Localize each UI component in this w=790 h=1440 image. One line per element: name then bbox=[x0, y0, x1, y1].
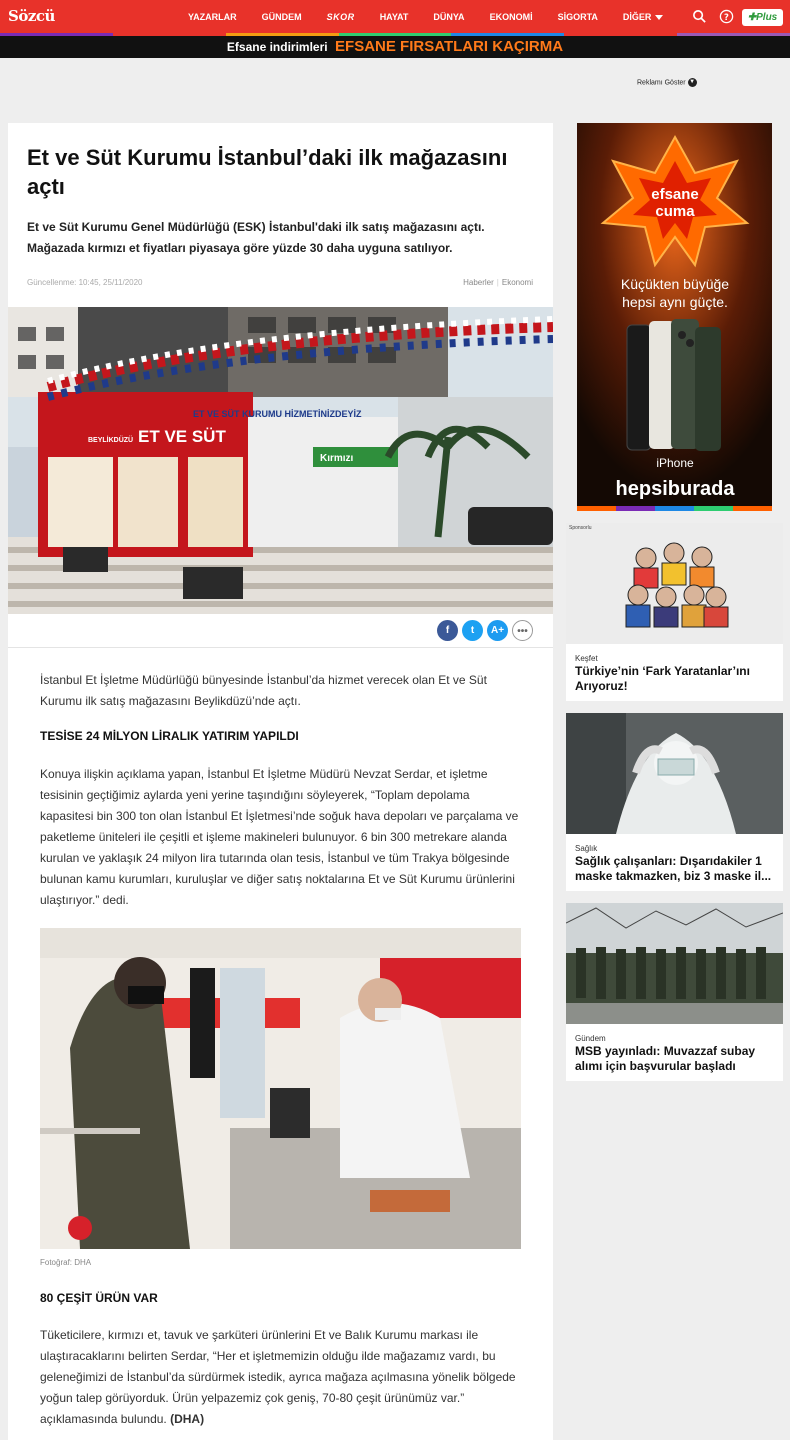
sponsor-label: Sponsorlu bbox=[569, 525, 592, 531]
nav-item-sigorta[interactable]: SİGORTA bbox=[557, 11, 598, 22]
sidebar-news-card[interactable] bbox=[566, 523, 783, 701]
article-date: Güncellenme: 10:45, 25/11/2020 bbox=[27, 278, 143, 287]
ad-badge-line-2: cuma bbox=[655, 203, 695, 220]
share-bar bbox=[437, 620, 537, 641]
twitter-icon[interactable]: t bbox=[462, 620, 483, 641]
svg-text:?: ? bbox=[724, 11, 729, 22]
article-paragraph-2: Konuya ilişkin açıklama yapan, İstanbul Et İşletme Müdürü Nevzat Serdar, et işletme tesisinin geçtiğimiz aylarda yeni yerine taşındığını söyleyerek, “Toplam depolama kapasitesi bin 300 ton olan İstanbul Et İşletmesi’nde soğuk hava depoları ve parçalama ve paketleme üniteleri ile çeşitli et işleme makineleri bulunuyor. 6 bin 300 metrekare alanda kurulan ve yaklaşık 24 milyon lira tutarında olan tesis, İstanbul ve tüm Trakya bölgesinde bulunan kamu kurumları, kuruluşlar ve diğer satış noktalarına Et ve Süt Kurumu ürünlerini ulaştırıyor.” dedi. bbox=[40, 767, 519, 907]
hero-district-sign: BEYLİKDÜZÜ bbox=[88, 437, 134, 444]
ad-product: iPhone bbox=[656, 456, 694, 470]
chevron-down-icon: ▼ bbox=[689, 79, 696, 85]
sidebar-ad[interactable] bbox=[577, 123, 772, 511]
sidebar-news-card[interactable] bbox=[566, 713, 783, 891]
search-icon[interactable] bbox=[692, 9, 707, 24]
nav-item-yazarlar[interactable]: YAZARLAR bbox=[188, 11, 237, 22]
divider bbox=[8, 647, 553, 648]
ad-tagline-line-2: hepsi aynı güçte. bbox=[622, 294, 728, 310]
card-image bbox=[566, 903, 783, 1024]
nav-more-label: DİĞER bbox=[622, 11, 652, 22]
top-navbar bbox=[0, 0, 790, 33]
show-ad-label: Reklamı Göster bbox=[637, 79, 686, 87]
article-summary: Et ve Süt Kurumu Genel Müdürlüğü (ESK) İstanbul'daki ilk satış mağazasını açtı. Mağazada kırmızı et fiyatları piyasaya göre yüzde 30 daha uyguna satılıyor. bbox=[27, 220, 485, 255]
card-image bbox=[566, 523, 783, 644]
category-link-ekonomi[interactable]: Ekonomi bbox=[501, 278, 533, 287]
article-paragraph-3-text: Tüketicilere, kırmızı et, tavuk ve şarküteri ürünlerini Et ve Balık Kurumu markası ile ulaştıracaklarını belirten Serdar, “Her et işletmemizin olduğu ilde mağazamız vardı, bu geleneğimizi de İstanbul’da sürdürmek istedik, ayrıca mağaza açılmasına yönelik bölgede yoğun talep görüyorduk. Ürün yelpazemiz çok geniş, 70-80 çeşit ürünümüz var.” açıklamasında bulundu. bbox=[40, 1328, 516, 1426]
nav-item-ekonomi[interactable]: EKONOMİ bbox=[489, 11, 533, 22]
promo-highlight: EFSANE FIRSATLARI KAÇIRMA bbox=[335, 38, 564, 55]
card-category: Sağlık bbox=[575, 844, 598, 853]
nav-item-skor[interactable]: SKOR bbox=[326, 11, 355, 22]
category-link-haberler[interactable]: Haberler bbox=[463, 278, 494, 287]
ad-tagline-line-1: Küçükten büyüğe bbox=[620, 276, 730, 292]
nav-item-gundem[interactable]: GÜNDEM bbox=[261, 11, 302, 22]
sidebar-news-card[interactable] bbox=[566, 903, 783, 1081]
ad-badge-line-1: efsane bbox=[651, 186, 699, 203]
show-ad-toggle[interactable] bbox=[637, 78, 697, 87]
facebook-icon[interactable]: f bbox=[437, 620, 458, 641]
card-category: Gündem bbox=[575, 1034, 606, 1043]
article-source: (DHA) bbox=[170, 1412, 205, 1426]
article-photo bbox=[40, 928, 521, 1249]
card-image bbox=[566, 713, 783, 834]
card-title: MSB yayınladı: Muvazzaf subay alımı için başvurular başladı bbox=[575, 1044, 756, 1073]
article-paragraph-3 bbox=[40, 1325, 525, 1430]
nav-item-diger[interactable] bbox=[623, 12, 664, 22]
help-icon[interactable] bbox=[719, 9, 734, 24]
article-heading-2: 80 ÇEŞİT ÜRÜN VAR bbox=[40, 1291, 158, 1305]
hero-store-sign: ET VE SÜT bbox=[138, 427, 226, 446]
photo-caption: Fotoğraf: DHA bbox=[40, 1258, 92, 1267]
hero-neighbor-sign: Kırmızı bbox=[320, 453, 354, 464]
promo-text: Efsane indirimleri bbox=[226, 40, 328, 54]
card-title: Sağlık çalışanları: Dışarıdakiler 1 maske takmazken, biz 3 maske il... bbox=[575, 854, 772, 883]
hero-image bbox=[8, 307, 553, 614]
article-heading-1: TESİSE 24 MİLYON LİRALIK YATIRIM YAPILDI bbox=[40, 729, 299, 743]
font-size-icon[interactable]: A+ bbox=[487, 620, 508, 641]
nav-item-dunya[interactable]: DÜNYA bbox=[433, 11, 465, 22]
article-title: Et ve Süt Kurumu İstanbul’daki ilk mağazasını açtı bbox=[27, 145, 508, 199]
more-icon[interactable]: ••• bbox=[512, 620, 533, 641]
card-category: Keşfet bbox=[575, 654, 598, 663]
chevron-down-icon bbox=[655, 15, 663, 20]
plus-button[interactable]: ✚Plus bbox=[742, 9, 783, 26]
main-nav bbox=[188, 0, 688, 33]
nav-item-hayat[interactable]: HAYAT bbox=[379, 11, 409, 22]
site-logo[interactable]: Sözcü bbox=[8, 7, 55, 25]
plus-label: Plus bbox=[756, 12, 778, 23]
card-title: Türkiye’nin ‘Fark Yaratanlar’ını Arıyoruz! bbox=[575, 664, 750, 693]
ad-brand: hepsiburada bbox=[615, 478, 735, 500]
article-paragraph-1: İstanbul Et İşletme Müdürlüğü bünyesinde İstanbul’da hizmet verecek olan Et ve Süt Kurumu ilk satış mağazasını Beylikdüzü’nde açtı. bbox=[40, 673, 487, 708]
promo-banner[interactable] bbox=[0, 36, 790, 58]
article-card bbox=[8, 123, 553, 1440]
article-categories: Haberler | Ekonomi bbox=[463, 278, 533, 287]
hero-banner-sign: ET VE SÜT KURUMU HİZMETİNİZDEYİZ bbox=[193, 409, 362, 419]
